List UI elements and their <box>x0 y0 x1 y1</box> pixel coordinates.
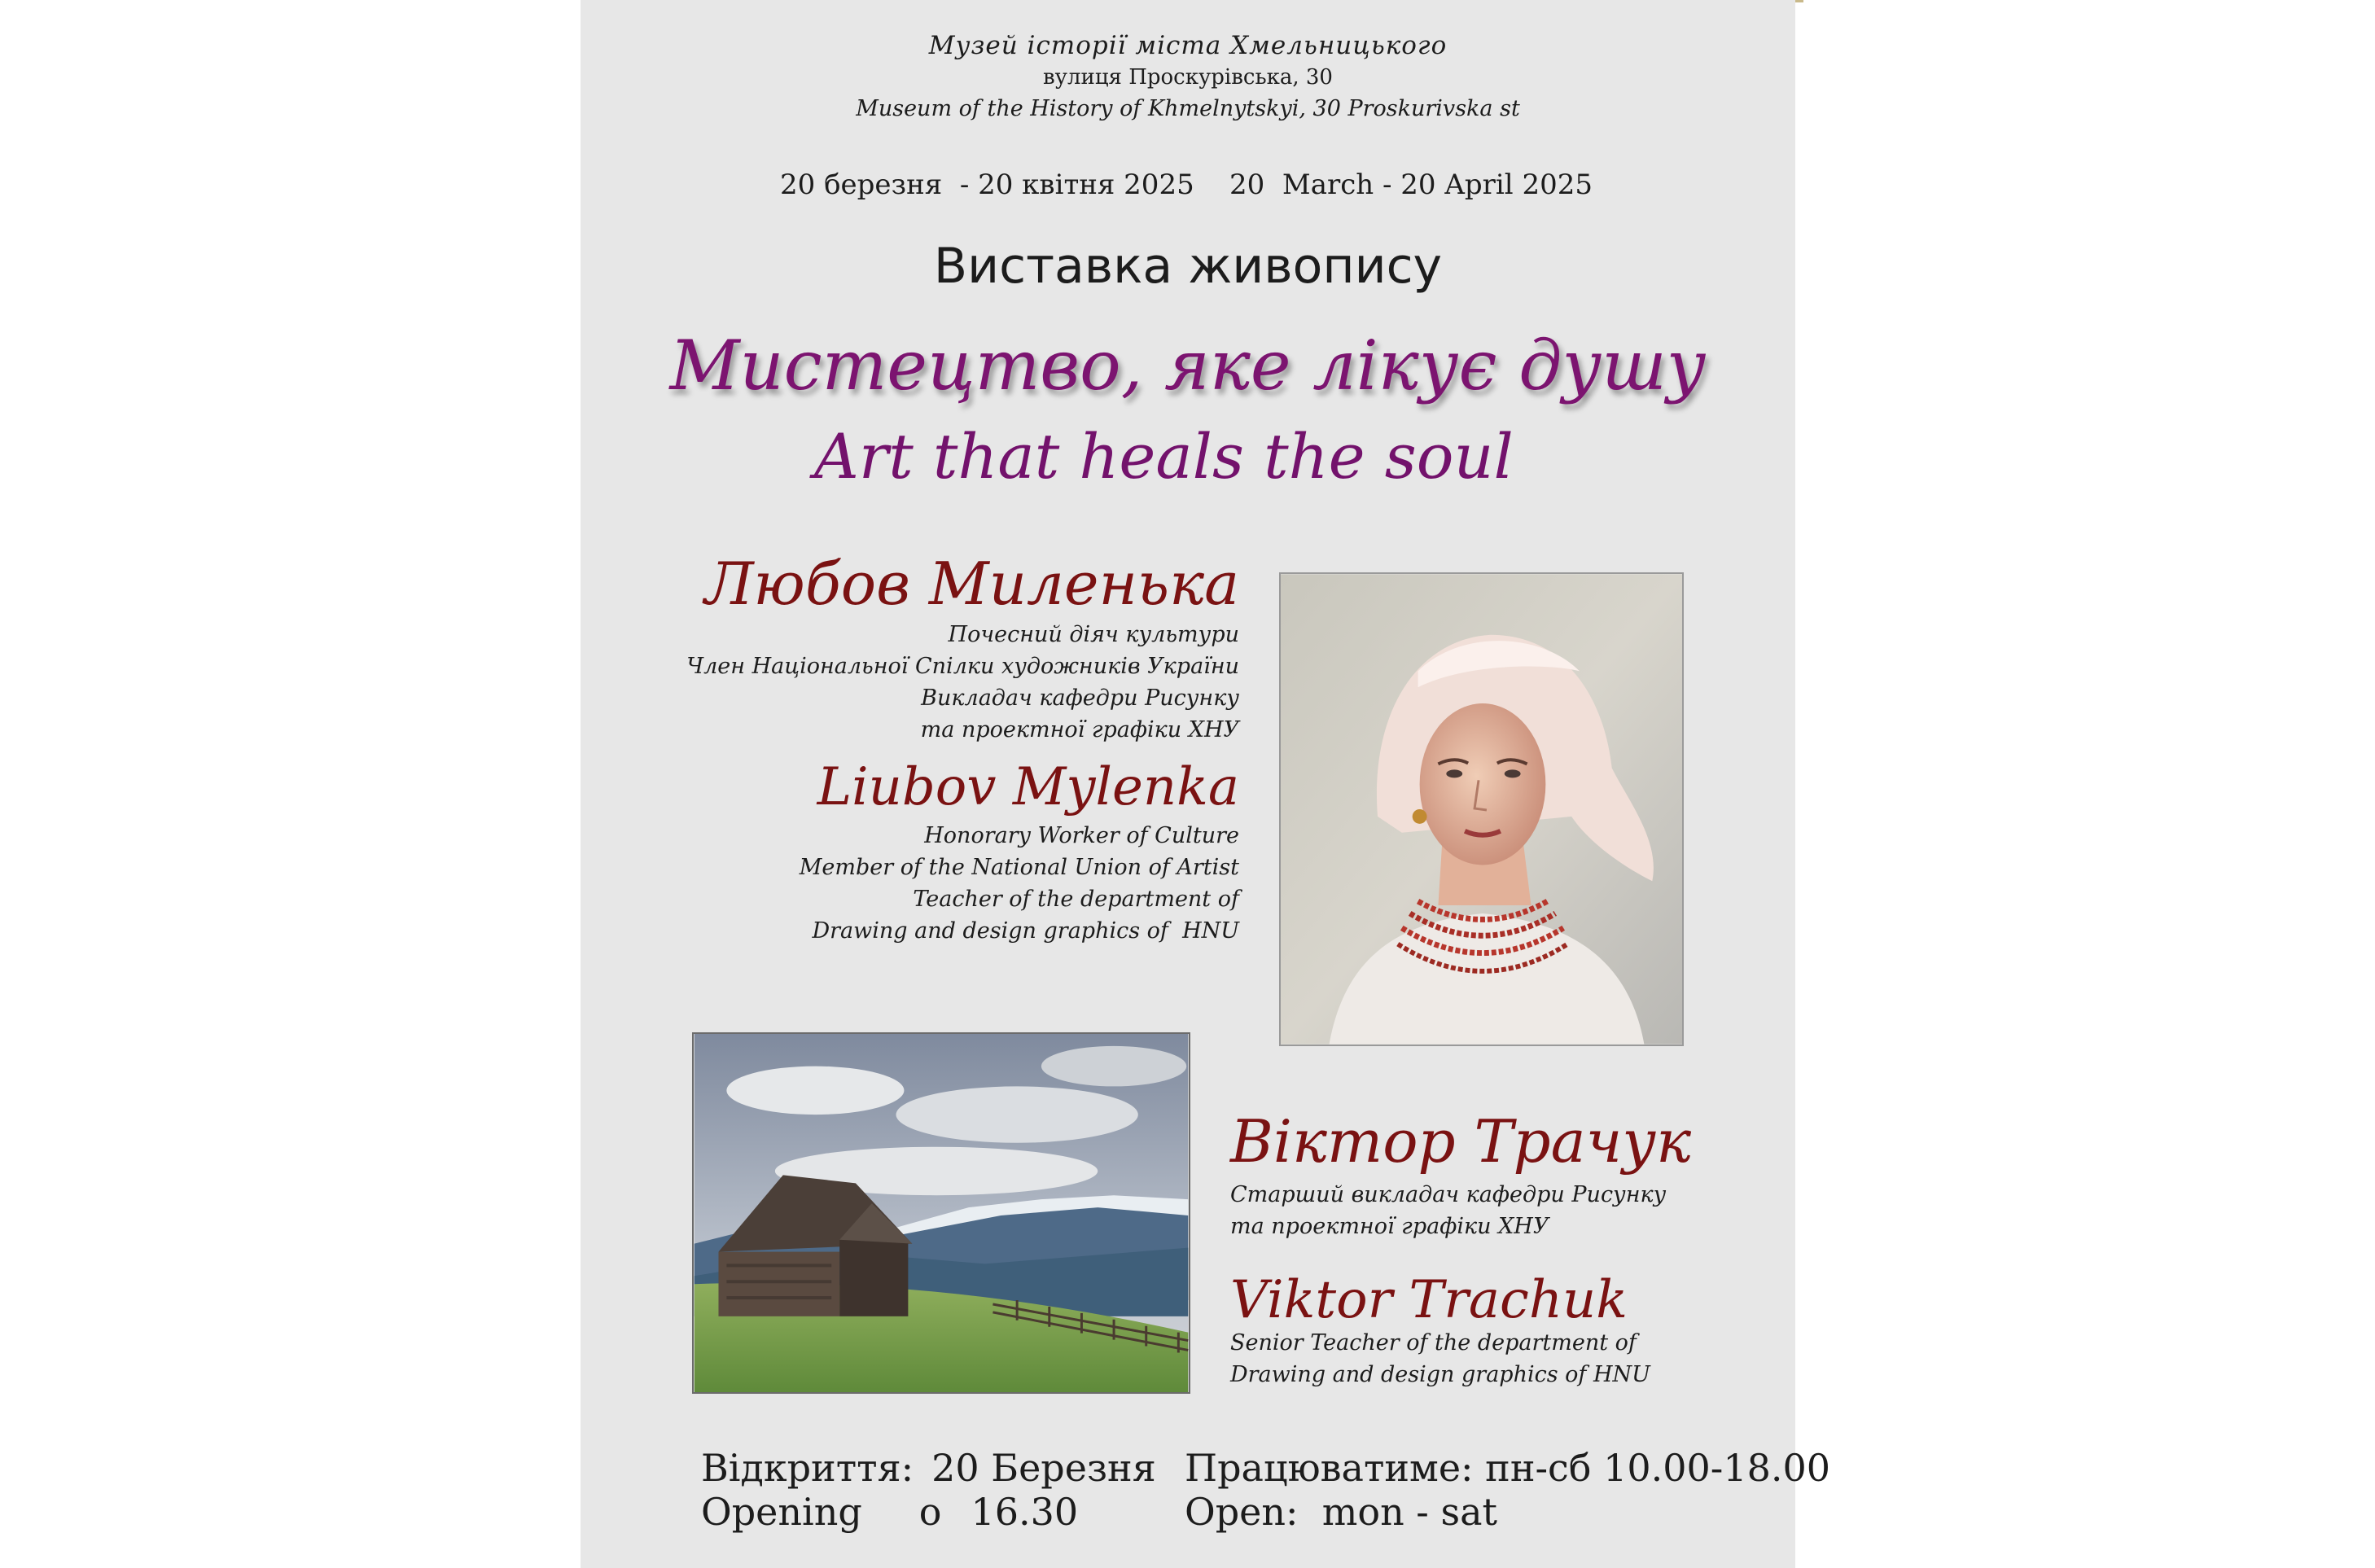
artist2-name-uk: Віктор Трачук <box>1230 1107 1692 1176</box>
artist1-title-line: Teacher of the department of <box>913 887 1239 912</box>
artist1-titles-uk <box>686 619 1239 746</box>
opening-time: 16.30 <box>971 1490 1079 1534</box>
exhibition-heading: Виставка живопису <box>933 238 1443 295</box>
artist2-titles-en <box>1230 1327 1650 1391</box>
landscape-painting <box>692 1032 1190 1394</box>
artist1-titles-en <box>800 820 1239 947</box>
artist2-title-line: та проектної графіки ХНУ <box>1230 1214 1549 1239</box>
artist1-title-line: Drawing and design graphics of HNU <box>812 918 1239 944</box>
artist1-name-en: Liubov Mylenka <box>817 757 1239 817</box>
artist1-title-line: Член Національної Спілки художників України <box>686 654 1239 679</box>
dates-uk: 20 березня - 20 квітня 2025 <box>780 169 1194 201</box>
opening-label-uk: Відкриття: <box>701 1446 914 1490</box>
artist2-name-en: Viktor Trachuk <box>1230 1270 1628 1330</box>
artist2-title-line: Senior Teacher of the department of <box>1230 1330 1637 1356</box>
opening-uk <box>701 1446 1156 1490</box>
opening-date-uk: 20 Березня <box>931 1446 1156 1490</box>
artist1-title-line: Honorary Worker of Culture <box>924 823 1239 848</box>
exhibition-title-uk: Мистецтво, яке лікує душу <box>669 326 1707 405</box>
artist2-title-line: Drawing and design graphics of HNU <box>1230 1362 1650 1387</box>
dates-en: 20 March - 20 April 2025 <box>1229 169 1593 201</box>
working-hours-uk: Працюватиме: пн-сб 10.00-18.00 <box>1185 1446 1831 1490</box>
artist2-title-line: Старший викладач кафедри Рисунку <box>1230 1182 1667 1207</box>
artist2-titles-uk <box>1230 1179 1666 1242</box>
museum-name-en: Museum of the History of Khmelnytskyi, 30 Proskurivska st <box>856 96 1520 121</box>
opening-at: о <box>918 1490 942 1534</box>
museum-address-uk: вулиця Проскурівська, 30 <box>1043 65 1333 90</box>
artist1-title-line: Викладач кафедри Рисунку <box>921 685 1239 711</box>
working-hours-en: Open: mon - sat <box>1185 1490 1497 1534</box>
artist1-title-line: та проектної графіки ХНУ <box>920 717 1239 742</box>
exhibition-poster <box>581 0 1831 1568</box>
artist1-title-line: Почесний діяч культури <box>948 622 1239 647</box>
exhibition-title-en: Art that heals the soul <box>814 420 1514 493</box>
artist1-name-uk: Любов Миленька <box>704 550 1239 618</box>
opening-label-en: Opening <box>701 1490 862 1534</box>
museum-name-uk: Музей історії міста Хмельницького <box>928 31 1448 60</box>
opening-en <box>701 1490 1078 1534</box>
artist1-title-line: Member of the National Union of Artist <box>799 855 1239 880</box>
portrait-painting <box>1279 572 1684 1046</box>
